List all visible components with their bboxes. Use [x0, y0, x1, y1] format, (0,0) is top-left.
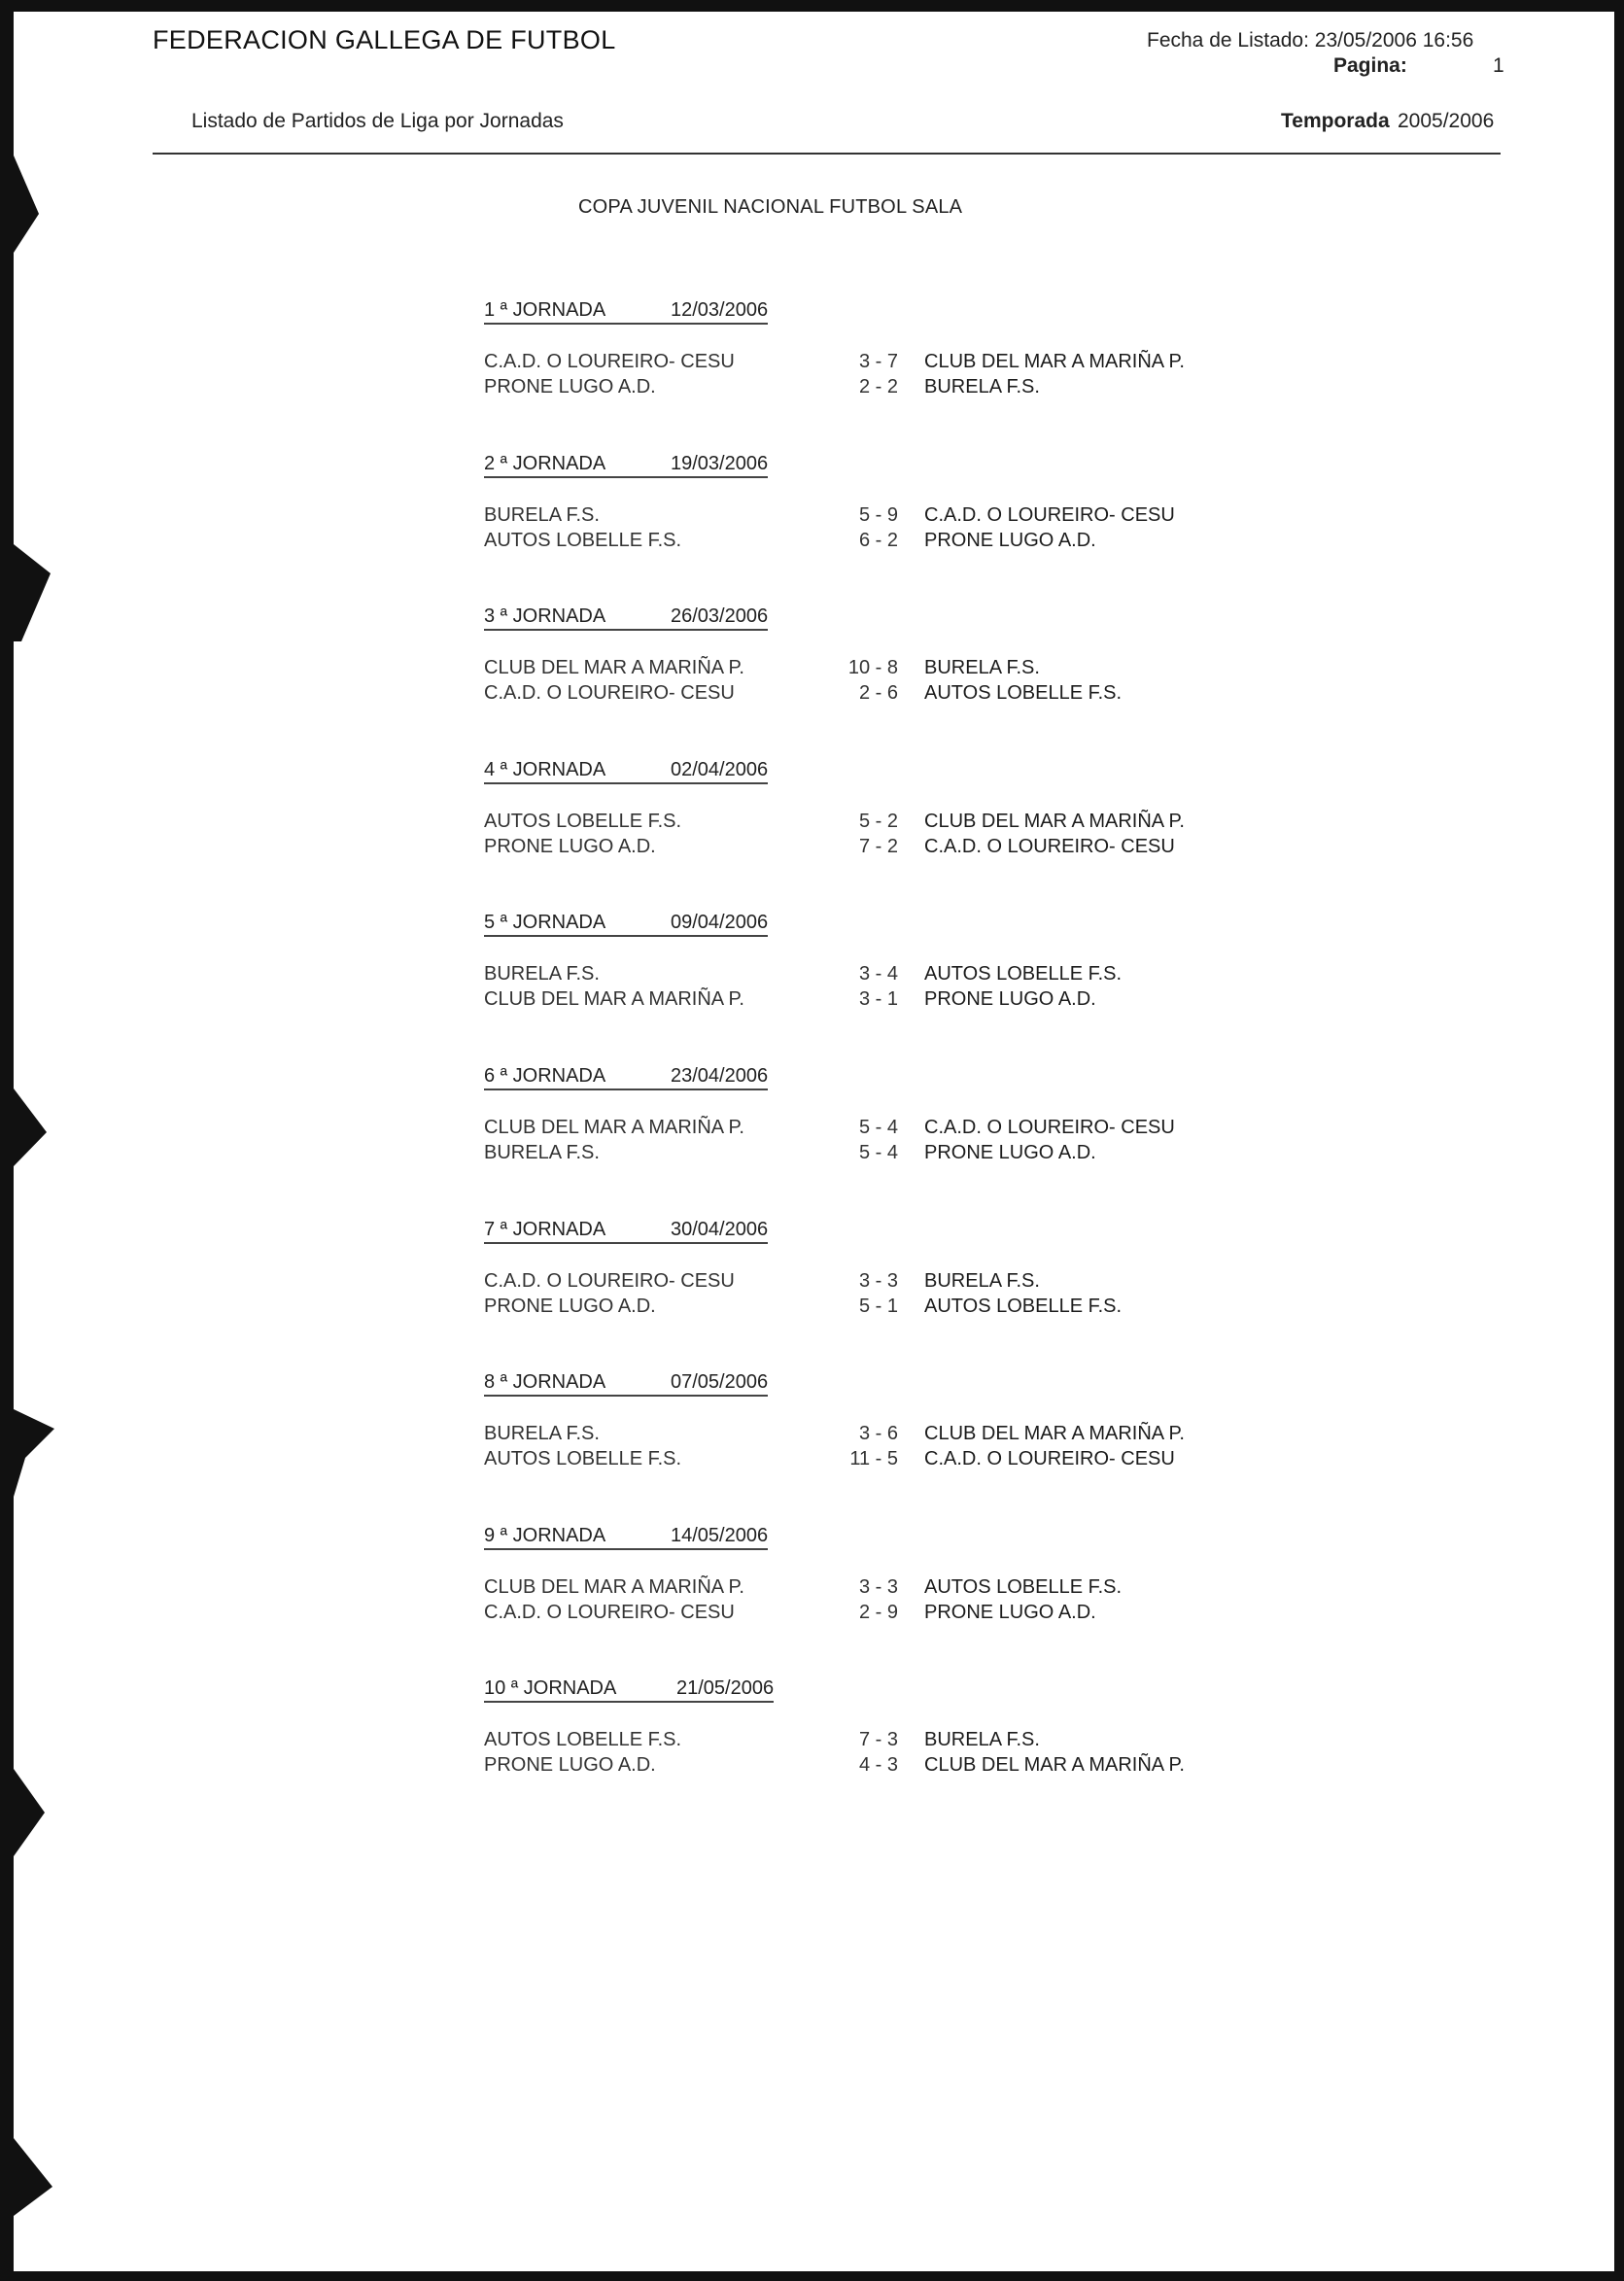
away-team: C.A.D. O LOUREIRO- CESU [924, 1117, 1175, 1138]
competition-title: COPA JUVENIL NACIONAL FUTBOL SALA [578, 196, 963, 218]
page-number: 1 [1493, 54, 1504, 77]
match-row [484, 1448, 1261, 1473]
home-team: PRONE LUGO A.D. [484, 1296, 656, 1317]
match-score: 3 - 6 [858, 1423, 898, 1444]
home-team: AUTOS LOBELLE F.S. [484, 530, 682, 551]
away-team: CLUB DEL MAR A MARIÑA P. [924, 1754, 1185, 1776]
round-name: 9 ª JORNADA [484, 1525, 606, 1546]
round-name: 5 ª JORNADA [484, 912, 606, 933]
match-row [484, 963, 1261, 988]
match-row [484, 811, 1261, 836]
match-row [484, 1754, 1261, 1780]
match-row [484, 682, 1261, 708]
match-row [484, 1729, 1261, 1754]
home-team: C.A.D. O LOUREIRO- CESU [484, 351, 735, 372]
report-subtitle: Listado de Partidos de Liga por Jornadas [191, 110, 564, 132]
away-team: PRONE LUGO A.D. [924, 530, 1096, 551]
away-team: AUTOS LOBELLE F.S. [924, 682, 1123, 704]
away-team: AUTOS LOBELLE F.S. [924, 1296, 1123, 1317]
round-date: 23/04/2006 [671, 1065, 769, 1087]
round-date: 21/05/2006 [676, 1677, 775, 1699]
match-score: 2 - 2 [858, 376, 898, 397]
home-team: CLUB DEL MAR A MARIÑA P. [484, 657, 744, 678]
season-label: Temporada [1281, 110, 1390, 132]
away-team: BURELA F.S. [924, 657, 1040, 678]
season-value: 2005/2006 [1398, 110, 1495, 132]
away-team: C.A.D. O LOUREIRO- CESU [924, 504, 1175, 526]
match-row [484, 1117, 1261, 1142]
match-score: 10 - 8 [847, 657, 898, 678]
match-score: 2 - 9 [858, 1602, 898, 1623]
match-row [484, 1142, 1261, 1167]
round-name: 1 ª JORNADA [484, 299, 606, 321]
home-team: PRONE LUGO A.D. [484, 1754, 656, 1776]
match-score: 7 - 2 [858, 836, 898, 857]
match-row [484, 1576, 1261, 1602]
round-name: 7 ª JORNADA [484, 1219, 606, 1240]
away-team: PRONE LUGO A.D. [924, 1142, 1096, 1163]
match-row [484, 1270, 1261, 1296]
match-score: 5 - 2 [858, 811, 898, 832]
round-name: 4 ª JORNADA [484, 759, 606, 780]
round-heading [484, 1219, 768, 1244]
round-date: 09/04/2006 [671, 912, 769, 933]
round-heading [484, 912, 768, 937]
match-score: 5 - 4 [858, 1142, 898, 1163]
away-team: C.A.D. O LOUREIRO- CESU [924, 836, 1175, 857]
round-date: 07/05/2006 [671, 1371, 769, 1393]
match-score: 5 - 1 [858, 1296, 898, 1317]
away-team: CLUB DEL MAR A MARIÑA P. [924, 351, 1185, 372]
round-heading [484, 605, 768, 631]
home-team: CLUB DEL MAR A MARIÑA P. [484, 988, 744, 1010]
match-score: 6 - 2 [858, 530, 898, 551]
round-heading [484, 1065, 768, 1090]
match-score: 5 - 4 [858, 1117, 898, 1138]
torn-edge-marks [0, 0, 58, 2281]
round-heading [484, 1371, 768, 1397]
round-date: 30/04/2006 [671, 1219, 769, 1240]
away-team: CLUB DEL MAR A MARIÑA P. [924, 1423, 1185, 1444]
round-name: 3 ª JORNADA [484, 605, 606, 627]
round-name: 8 ª JORNADA [484, 1371, 606, 1393]
round-name: 2 ª JORNADA [484, 453, 606, 474]
match-row [484, 1602, 1261, 1627]
round-heading [484, 1677, 774, 1703]
home-team: BURELA F.S. [484, 963, 600, 985]
match-row [484, 1296, 1261, 1321]
page-label: Pagina: [1333, 54, 1407, 77]
match-row [484, 376, 1261, 401]
home-team: BURELA F.S. [484, 1423, 600, 1444]
away-team: PRONE LUGO A.D. [924, 988, 1096, 1010]
listing-date: Fecha de Listado: 23/05/2006 16:56 [1147, 29, 1474, 52]
home-team: CLUB DEL MAR A MARIÑA P. [484, 1117, 744, 1138]
home-team: C.A.D. O LOUREIRO- CESU [484, 1602, 735, 1623]
round-date: 26/03/2006 [671, 605, 769, 627]
match-score: 3 - 4 [858, 963, 898, 985]
home-team: BURELA F.S. [484, 504, 600, 526]
home-team: C.A.D. O LOUREIRO- CESU [484, 1270, 735, 1292]
round-date: 02/04/2006 [671, 759, 769, 780]
match-row [484, 1423, 1261, 1448]
round-date: 12/03/2006 [671, 299, 769, 321]
round-date: 14/05/2006 [671, 1525, 769, 1546]
match-score: 11 - 5 [849, 1448, 898, 1469]
home-team: AUTOS LOBELLE F.S. [484, 1448, 682, 1469]
match-score: 3 - 3 [858, 1270, 898, 1292]
match-score: 3 - 7 [858, 351, 898, 372]
round-heading [484, 759, 768, 784]
match-score: 3 - 3 [858, 1576, 898, 1598]
away-team: CLUB DEL MAR A MARIÑA P. [924, 811, 1185, 832]
match-score: 3 - 1 [858, 988, 898, 1010]
home-team: PRONE LUGO A.D. [484, 376, 656, 397]
away-team: AUTOS LOBELLE F.S. [924, 963, 1123, 985]
round-heading [484, 453, 768, 478]
match-row [484, 836, 1261, 861]
match-row [484, 530, 1261, 555]
match-row [484, 988, 1261, 1014]
away-team: BURELA F.S. [924, 1729, 1040, 1750]
match-score: 5 - 9 [858, 504, 898, 526]
match-row [484, 504, 1261, 530]
match-row [484, 351, 1261, 376]
round-heading [484, 299, 768, 325]
match-score: 2 - 6 [858, 682, 898, 704]
home-team: C.A.D. O LOUREIRO- CESU [484, 682, 735, 704]
round-name: 10 ª JORNADA [484, 1677, 617, 1699]
match-row [484, 657, 1261, 682]
away-team: BURELA F.S. [924, 1270, 1040, 1292]
home-team: AUTOS LOBELLE F.S. [484, 811, 682, 832]
home-team: AUTOS LOBELLE F.S. [484, 1729, 682, 1750]
away-team: C.A.D. O LOUREIRO- CESU [924, 1448, 1175, 1469]
home-team: CLUB DEL MAR A MARIÑA P. [484, 1576, 744, 1598]
away-team: AUTOS LOBELLE F.S. [924, 1576, 1123, 1598]
round-heading [484, 1525, 768, 1550]
match-score: 7 - 3 [858, 1729, 898, 1750]
round-name: 6 ª JORNADA [484, 1065, 606, 1087]
away-team: PRONE LUGO A.D. [924, 1602, 1096, 1623]
home-team: PRONE LUGO A.D. [484, 836, 656, 857]
home-team: BURELA F.S. [484, 1142, 600, 1163]
org-title: FEDERACION GALLEGA DE FUTBOL [153, 25, 616, 54]
round-date: 19/03/2006 [671, 453, 769, 474]
match-score: 4 - 3 [858, 1754, 898, 1776]
away-team: BURELA F.S. [924, 376, 1040, 397]
header-divider [153, 153, 1501, 155]
